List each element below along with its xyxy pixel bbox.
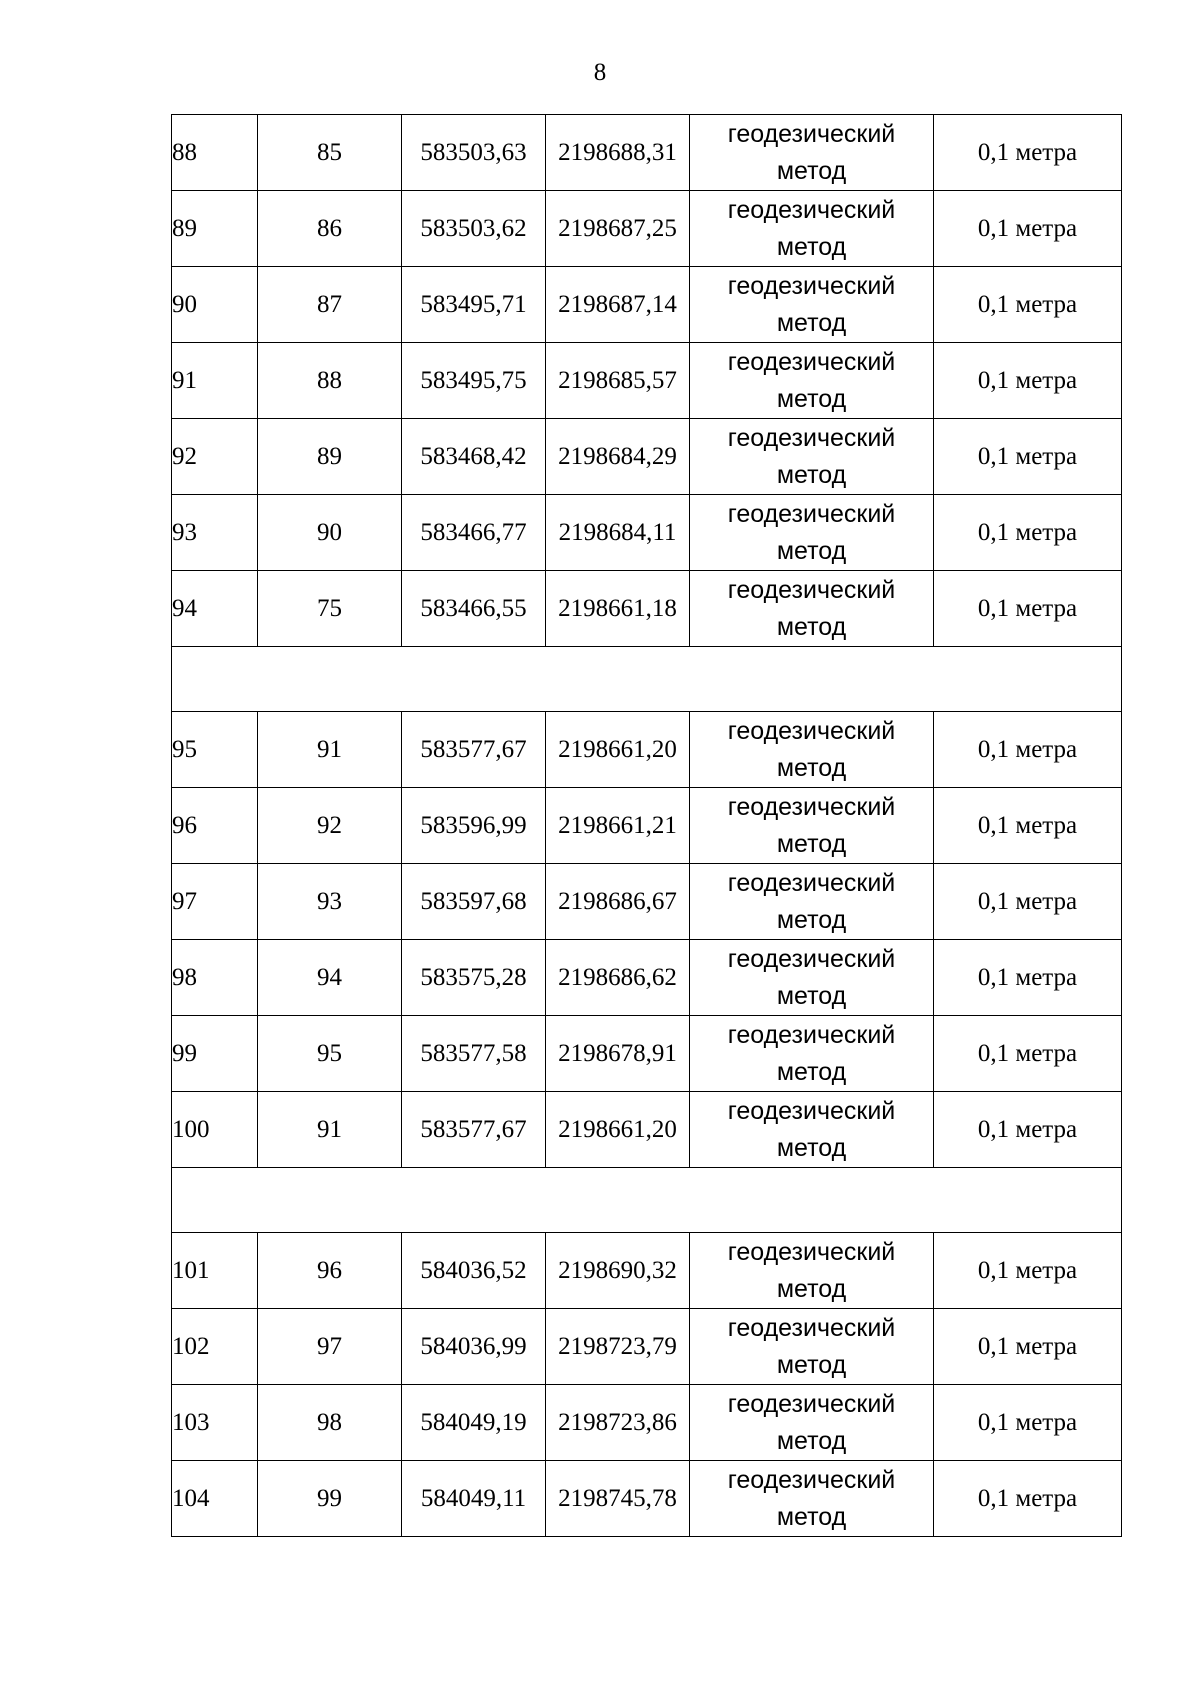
row-number-cell: 102 [172, 1309, 258, 1385]
method-line-1: геодезический [727, 1020, 896, 1049]
x-coordinate-cell: 583577,67 [402, 712, 546, 788]
method-cell [690, 1385, 934, 1461]
x-coordinate-cell: 583495,71 [402, 267, 546, 343]
accuracy-cell: 0,1 метра [934, 1233, 1122, 1309]
method-line-2: метод [776, 753, 847, 782]
accuracy-cell: 0,1 метра [934, 1092, 1122, 1168]
separator-cell [172, 1168, 1122, 1233]
method-cell [690, 191, 934, 267]
x-coordinate-cell: 583597,68 [402, 864, 546, 940]
x-coordinate-cell: 584049,19 [402, 1385, 546, 1461]
method-cell [690, 1461, 934, 1537]
point-number-cell: 86 [258, 191, 402, 267]
method-cell [690, 1309, 934, 1385]
accuracy-cell: 0,1 метра [934, 267, 1122, 343]
y-coordinate-cell: 2198723,86 [546, 1385, 690, 1461]
row-number-cell: 92 [172, 419, 258, 495]
y-coordinate-cell: 2198723,79 [546, 1309, 690, 1385]
table-row [172, 267, 1122, 343]
row-number-cell: 103 [172, 1385, 258, 1461]
accuracy-cell: 0,1 метра [934, 495, 1122, 571]
method-line-1: геодезический [727, 1389, 896, 1418]
coordinates-table-body [172, 115, 1122, 1537]
point-number-cell: 75 [258, 571, 402, 647]
row-number-cell: 100 [172, 1092, 258, 1168]
row-number-cell: 101 [172, 1233, 258, 1309]
method-cell [690, 343, 934, 419]
table-row [172, 495, 1122, 571]
section-separator-row [172, 647, 1122, 712]
method-line-1: геодезический [727, 575, 896, 604]
method-line-2: метод [776, 1057, 847, 1086]
accuracy-cell: 0,1 метра [934, 940, 1122, 1016]
method-cell [690, 115, 934, 191]
method-line-1: геодезический [727, 1096, 896, 1125]
table-row [172, 1461, 1122, 1537]
method-line-1: геодезический [727, 1313, 896, 1342]
method-line-2: метод [776, 384, 847, 413]
table-row [172, 864, 1122, 940]
y-coordinate-cell: 2198686,67 [546, 864, 690, 940]
method-line-2: метод [776, 981, 847, 1010]
method-line-1: геодезический [727, 423, 896, 452]
x-coordinate-cell: 584036,52 [402, 1233, 546, 1309]
y-coordinate-cell: 2198688,31 [546, 115, 690, 191]
accuracy-cell: 0,1 метра [934, 191, 1122, 267]
method-line-2: метод [776, 905, 847, 934]
table-row [172, 1016, 1122, 1092]
x-coordinate-cell: 584049,11 [402, 1461, 546, 1537]
table-row [172, 343, 1122, 419]
y-coordinate-cell: 2198661,21 [546, 788, 690, 864]
method-line-2: метод [776, 536, 847, 565]
point-number-cell: 96 [258, 1233, 402, 1309]
method-line-2: метод [776, 1133, 847, 1162]
row-number-cell: 99 [172, 1016, 258, 1092]
table-row [172, 1309, 1122, 1385]
row-number-cell: 104 [172, 1461, 258, 1537]
point-number-cell: 94 [258, 940, 402, 1016]
accuracy-cell: 0,1 метра [934, 712, 1122, 788]
table-row [172, 1385, 1122, 1461]
accuracy-cell: 0,1 метра [934, 788, 1122, 864]
accuracy-cell: 0,1 метра [934, 1461, 1122, 1537]
accuracy-cell: 0,1 метра [934, 1016, 1122, 1092]
row-number-cell: 98 [172, 940, 258, 1016]
x-coordinate-cell: 583503,62 [402, 191, 546, 267]
method-cell [690, 1092, 934, 1168]
point-number-cell: 92 [258, 788, 402, 864]
method-line-2: метод [776, 1426, 847, 1455]
y-coordinate-cell: 2198678,91 [546, 1016, 690, 1092]
method-line-2: метод [776, 232, 847, 261]
x-coordinate-cell: 583503,63 [402, 115, 546, 191]
method-line-1: геодезический [727, 499, 896, 528]
method-cell [690, 940, 934, 1016]
accuracy-cell: 0,1 метра [934, 343, 1122, 419]
point-number-cell: 91 [258, 712, 402, 788]
point-number-cell: 88 [258, 343, 402, 419]
row-number-cell: 96 [172, 788, 258, 864]
y-coordinate-cell: 2198684,29 [546, 419, 690, 495]
x-coordinate-cell: 583577,67 [402, 1092, 546, 1168]
point-number-cell: 91 [258, 1092, 402, 1168]
table-row [172, 1092, 1122, 1168]
point-number-cell: 90 [258, 495, 402, 571]
row-number-cell: 94 [172, 571, 258, 647]
method-line-1: геодезический [727, 347, 896, 376]
y-coordinate-cell: 2198661,20 [546, 1092, 690, 1168]
table-row [172, 1233, 1122, 1309]
row-number-cell: 93 [172, 495, 258, 571]
y-coordinate-cell: 2198687,25 [546, 191, 690, 267]
x-coordinate-cell: 583575,28 [402, 940, 546, 1016]
point-number-cell: 85 [258, 115, 402, 191]
table-row [172, 712, 1122, 788]
point-number-cell: 97 [258, 1309, 402, 1385]
method-cell [690, 1016, 934, 1092]
section-separator-row [172, 1168, 1122, 1233]
method-cell [690, 267, 934, 343]
point-number-cell: 99 [258, 1461, 402, 1537]
method-cell [690, 571, 934, 647]
method-line-2: метод [776, 1502, 847, 1531]
accuracy-cell: 0,1 метра [934, 571, 1122, 647]
method-line-2: метод [776, 156, 847, 185]
table-row [172, 115, 1122, 191]
row-number-cell: 90 [172, 267, 258, 343]
x-coordinate-cell: 583577,58 [402, 1016, 546, 1092]
accuracy-cell: 0,1 метра [934, 115, 1122, 191]
row-number-cell: 89 [172, 191, 258, 267]
method-line-2: метод [776, 829, 847, 858]
method-cell [690, 712, 934, 788]
table-row [172, 191, 1122, 267]
method-line-1: геодезический [727, 868, 896, 897]
accuracy-cell: 0,1 метра [934, 419, 1122, 495]
row-number-cell: 88 [172, 115, 258, 191]
table-row [172, 571, 1122, 647]
row-number-cell: 91 [172, 343, 258, 419]
row-number-cell: 95 [172, 712, 258, 788]
point-number-cell: 93 [258, 864, 402, 940]
point-number-cell: 87 [258, 267, 402, 343]
table-row [172, 940, 1122, 1016]
accuracy-cell: 0,1 метра [934, 1309, 1122, 1385]
y-coordinate-cell: 2198686,62 [546, 940, 690, 1016]
method-cell [690, 1233, 934, 1309]
x-coordinate-cell: 584036,99 [402, 1309, 546, 1385]
method-line-1: геодезический [727, 195, 896, 224]
point-number-cell: 89 [258, 419, 402, 495]
point-number-cell: 95 [258, 1016, 402, 1092]
y-coordinate-cell: 2198685,57 [546, 343, 690, 419]
accuracy-cell: 0,1 метра [934, 864, 1122, 940]
method-line-1: геодезический [727, 792, 896, 821]
method-cell [690, 419, 934, 495]
accuracy-cell: 0,1 метра [934, 1385, 1122, 1461]
method-line-2: метод [776, 612, 847, 641]
y-coordinate-cell: 2198684,11 [546, 495, 690, 571]
method-line-2: метод [776, 460, 847, 489]
x-coordinate-cell: 583495,75 [402, 343, 546, 419]
separator-cell [172, 647, 1122, 712]
table-row [172, 788, 1122, 864]
x-coordinate-cell: 583466,55 [402, 571, 546, 647]
y-coordinate-cell: 2198690,32 [546, 1233, 690, 1309]
page-number: 8 [593, 59, 607, 86]
x-coordinate-cell: 583596,99 [402, 788, 546, 864]
coordinates-table [171, 114, 1122, 1537]
method-line-1: геодезический [727, 1237, 896, 1266]
x-coordinate-cell: 583468,42 [402, 419, 546, 495]
method-line-1: геодезический [727, 271, 896, 300]
row-number-cell: 97 [172, 864, 258, 940]
method-line-2: метод [776, 1350, 847, 1379]
y-coordinate-cell: 2198661,20 [546, 712, 690, 788]
y-coordinate-cell: 2198745,78 [546, 1461, 690, 1537]
method-line-1: геодезический [727, 119, 896, 148]
method-cell [690, 788, 934, 864]
y-coordinate-cell: 2198687,14 [546, 267, 690, 343]
x-coordinate-cell: 583466,77 [402, 495, 546, 571]
method-line-1: геодезический [727, 716, 896, 745]
point-number-cell: 98 [258, 1385, 402, 1461]
table-row [172, 419, 1122, 495]
method-line-1: геодезический [727, 944, 896, 973]
method-cell [690, 495, 934, 571]
y-coordinate-cell: 2198661,18 [546, 571, 690, 647]
method-line-1: геодезический [727, 1465, 896, 1494]
method-line-2: метод [776, 1274, 847, 1303]
method-line-2: метод [776, 308, 847, 337]
method-cell [690, 864, 934, 940]
